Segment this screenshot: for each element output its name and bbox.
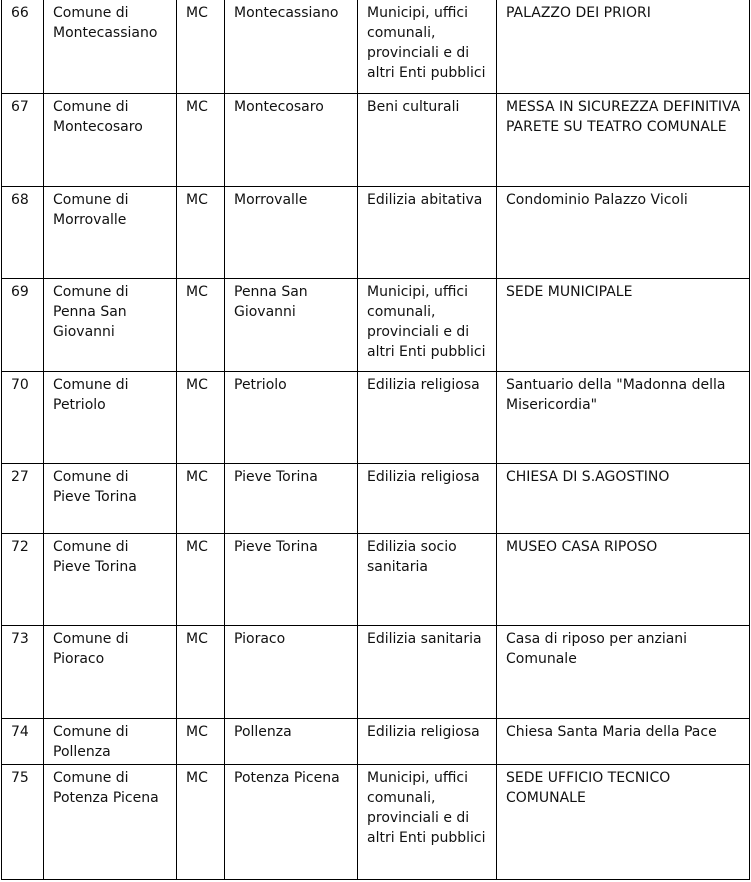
comune-name: Morrovalle	[225, 186, 358, 278]
row-number: 72	[2, 533, 44, 625]
intervention: CHIESA DI S.AGOSTINO	[497, 463, 750, 533]
intervention: MUSEO CASA RIPOSO	[497, 533, 750, 625]
comune-name: Potenza Picena	[225, 764, 358, 879]
category: Beni culturali	[358, 93, 497, 186]
intervention: Condominio Palazzo Vicoli	[497, 186, 750, 278]
ente-name: Comune di Pioraco	[44, 625, 177, 718]
comune-name: Pieve Torina	[225, 533, 358, 625]
table-row	[2, 93, 750, 186]
intervention: Casa di riposo per anziani Comunale	[497, 625, 750, 718]
comune-name: Montecassiano	[225, 0, 358, 93]
comune-name: Pollenza	[225, 718, 358, 764]
table-row	[2, 186, 750, 278]
ente-name: Comune di Morrovalle	[44, 186, 177, 278]
province-code: MC	[177, 278, 225, 371]
table-row	[2, 718, 750, 764]
table-row	[2, 278, 750, 371]
intervention: SEDE MUNICIPALE	[497, 278, 750, 371]
comune-name: Petriolo	[225, 371, 358, 463]
intervention: PALAZZO DEI PRIORI	[497, 0, 750, 93]
row-number: 69	[2, 278, 44, 371]
ente-name: Comune di Pieve Torina	[44, 533, 177, 625]
comune-name: Pioraco	[225, 625, 358, 718]
comune-name: Montecosaro	[225, 93, 358, 186]
table-row	[2, 0, 750, 93]
province-code: MC	[177, 371, 225, 463]
ente-name: Comune di Penna San Giovanni	[44, 278, 177, 371]
province-code: MC	[177, 463, 225, 533]
category: Edilizia abitativa	[358, 186, 497, 278]
category: Edilizia religiosa	[358, 718, 497, 764]
row-number: 75	[2, 764, 44, 879]
row-number: 66	[2, 0, 44, 93]
interventions-table	[1, 0, 750, 880]
province-code: MC	[177, 533, 225, 625]
category: Municipi, uffici comunali, provinciali e di altri Enti pubblici	[358, 0, 497, 93]
category: Edilizia sanitaria	[358, 625, 497, 718]
category: Municipi, uffici comunali, provinciali e di altri Enti pubblici	[358, 764, 497, 879]
category: Edilizia socio sanitaria	[358, 533, 497, 625]
ente-name: Comune di Montecosaro	[44, 93, 177, 186]
row-number: 70	[2, 371, 44, 463]
row-number: 74	[2, 718, 44, 764]
intervention: MESSA IN SICUREZZA DEFINITIVA PARETE SU TEATRO COMUNALE	[497, 93, 750, 186]
category: Municipi, uffici comunali, provinciali e di altri Enti pubblici	[358, 278, 497, 371]
intervention: Santuario della "Madonna della Misericordia"	[497, 371, 750, 463]
table-row	[2, 371, 750, 463]
province-code: MC	[177, 764, 225, 879]
row-number: 27	[2, 463, 44, 533]
province-code: MC	[177, 186, 225, 278]
row-number: 67	[2, 93, 44, 186]
table-row	[2, 764, 750, 879]
table-row	[2, 533, 750, 625]
ente-name: Comune di Pieve Torina	[44, 463, 177, 533]
table-row	[2, 463, 750, 533]
ente-name: Comune di Petriolo	[44, 371, 177, 463]
table-row	[2, 625, 750, 718]
row-number: 73	[2, 625, 44, 718]
province-code: MC	[177, 0, 225, 93]
ente-name: Comune di Potenza Picena	[44, 764, 177, 879]
ente-name: Comune di Pollenza	[44, 718, 177, 764]
province-code: MC	[177, 93, 225, 186]
intervention: SEDE UFFICIO TECNICO COMUNALE	[497, 764, 750, 879]
intervention: Chiesa Santa Maria della Pace	[497, 718, 750, 764]
ente-name: Comune di Montecassiano	[44, 0, 177, 93]
province-code: MC	[177, 625, 225, 718]
comune-name: Pieve Torina	[225, 463, 358, 533]
comune-name: Penna San Giovanni	[225, 278, 358, 371]
category: Edilizia religiosa	[358, 463, 497, 533]
category: Edilizia religiosa	[358, 371, 497, 463]
row-number: 68	[2, 186, 44, 278]
province-code: MC	[177, 718, 225, 764]
